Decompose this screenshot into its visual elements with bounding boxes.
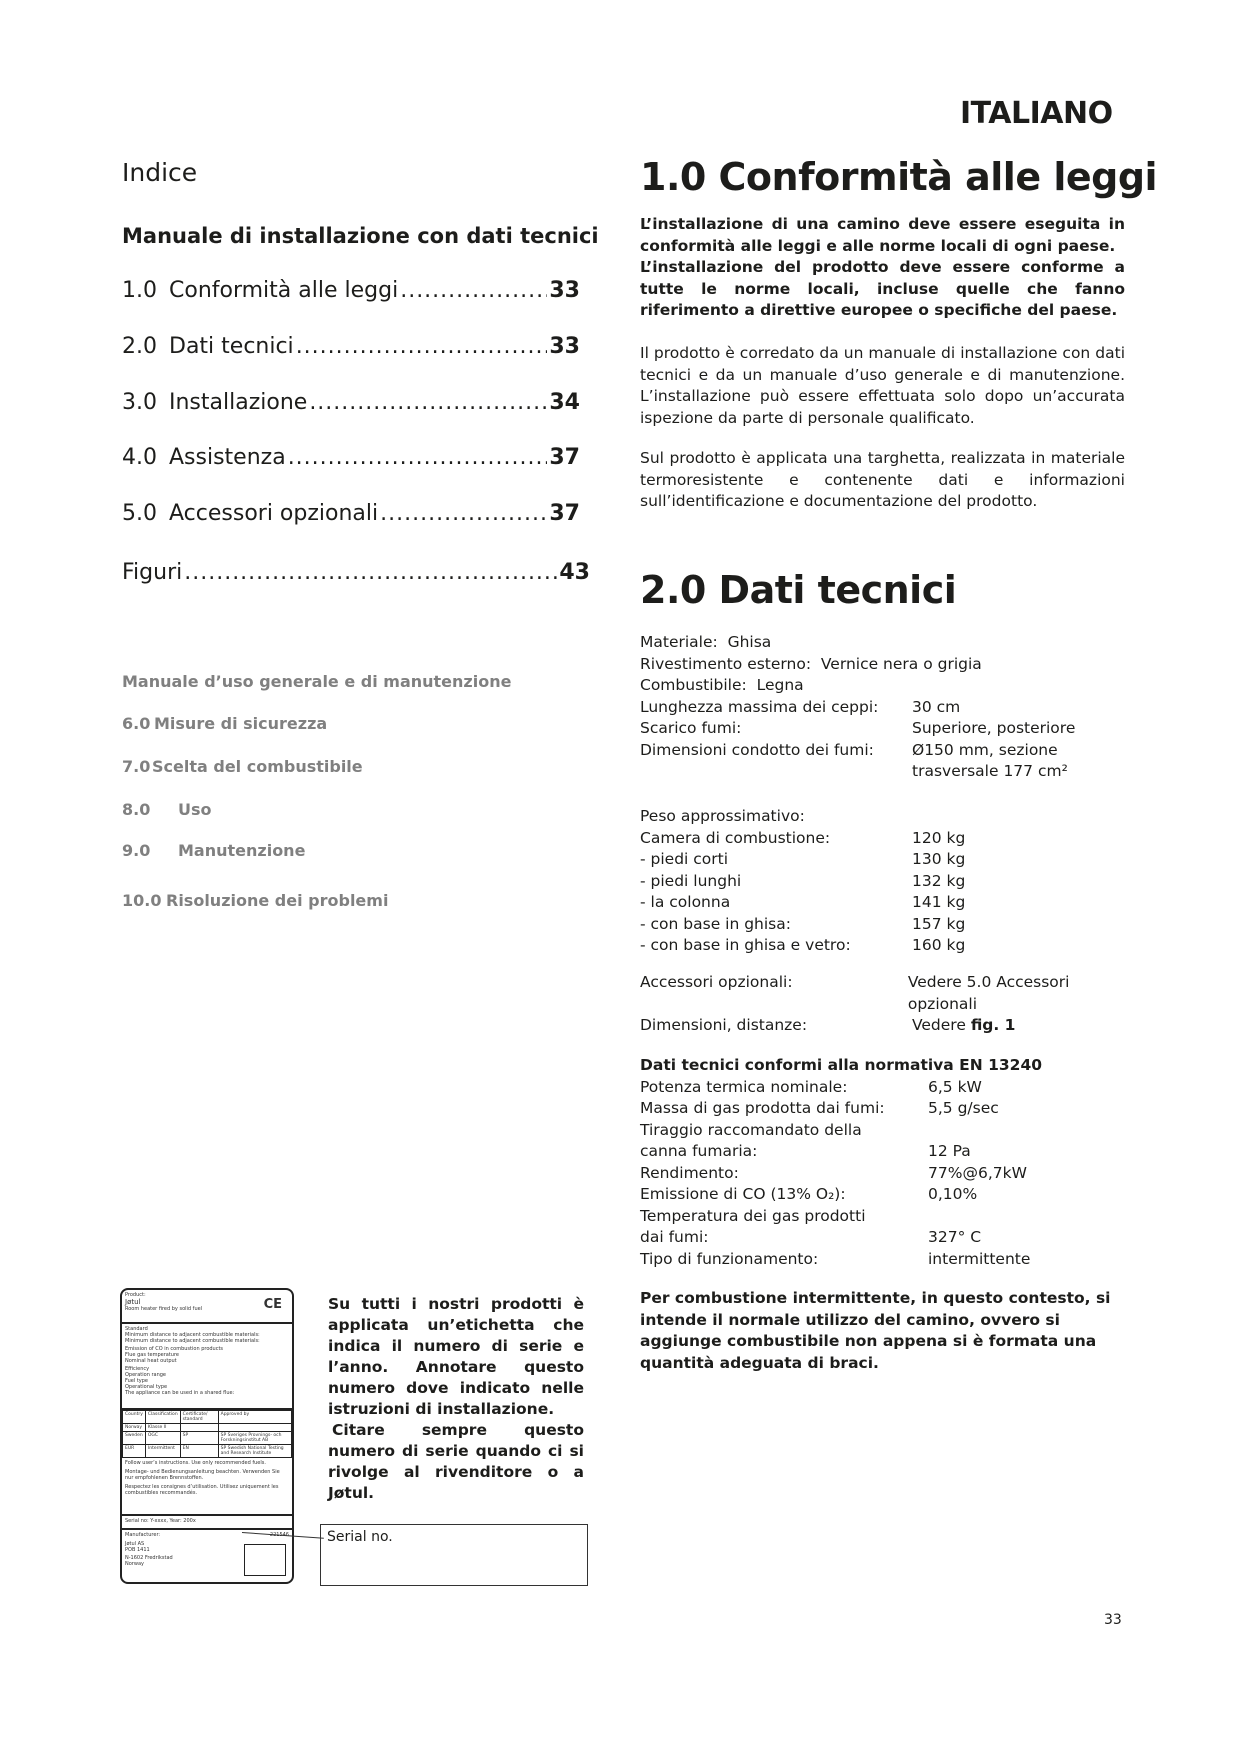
en-spec-row — [640, 1077, 1140, 1099]
label-field: Efficiency — [125, 1366, 150, 1372]
weight-value: 160 kg — [912, 936, 966, 954]
reference-list — [640, 972, 1140, 1037]
toc-item[interactable] — [122, 278, 580, 303]
toc-user-item[interactable] — [122, 841, 305, 860]
label-instruction: Follow user’s instructions. Use only recommended fuels. — [125, 1460, 266, 1466]
toc-item-label: Installazione — [169, 390, 308, 415]
toc-item-label: Scelta del combustibile — [152, 757, 363, 776]
label-description: Room heater fired by solid fuel — [125, 1306, 203, 1312]
spec-row — [640, 675, 1140, 697]
toc-leader-dots — [184, 560, 557, 585]
label-brand: Jøtul — [125, 1298, 141, 1306]
en-spec-key: Massa di gas prodotta dai fumi: — [640, 1099, 885, 1117]
section-1-bold-para-1: L’installazione di una camino deve essere eseguita in conformità alle leggi e alle norme locali di ogni paese. — [640, 215, 1125, 255]
weight-value: 141 kg — [912, 893, 966, 911]
ce-mark-icon: CE — [263, 1297, 282, 1312]
en-spec-value: 0,10% — [928, 1185, 978, 1203]
toc-item[interactable] — [122, 445, 580, 470]
reference-row — [640, 972, 1140, 1015]
toc-user-manual-title: Manuale d’uso generale e di manutenzione — [122, 672, 512, 691]
toc-item-label: Figuri — [122, 560, 183, 585]
spec-value: Vernice nera o grigia — [820, 654, 982, 673]
section-1-title: 1.0 Conformità alle leggi — [640, 155, 1158, 199]
toc-item-label: Risoluzione dei problemi — [166, 891, 389, 910]
label-note — [328, 1294, 584, 1504]
toc-item[interactable] — [122, 501, 580, 526]
weight-key: - piedi corti — [640, 850, 729, 868]
en-spec-value: 5,5 g/sec — [928, 1099, 999, 1117]
spec-value: Ghisa — [727, 633, 772, 651]
figure-reference[interactable]: fig. 1 — [970, 1016, 1016, 1034]
label-field: Standard — [125, 1326, 148, 1332]
intermittent-note: Per combustione intermittente, in questo contesto, si intende il normale utilizzo del camino, ovvero si aggiunge combustibile non appena si è formata una quantità adeguata di braci. — [640, 1289, 1111, 1372]
weight-key: - con base in ghisa: — [640, 914, 791, 933]
label-fields — [122, 1324, 292, 1410]
spec-key: Materiale: — [640, 633, 718, 651]
en-spec-key: dai fumi: — [640, 1228, 709, 1246]
weight-value: 132 kg — [912, 871, 966, 890]
toc-item-number: 6.0 — [122, 714, 151, 733]
label-field: Operation range — [125, 1372, 167, 1378]
toc-item-page: 33 — [549, 278, 580, 303]
label-instructions — [122, 1458, 292, 1516]
weight-row — [640, 828, 1140, 850]
label-field: Minimum distance to adjacent combustible materials: — [125, 1338, 260, 1344]
toc-item-number: 7.0 — [122, 757, 151, 776]
spec-row — [640, 740, 1140, 762]
label-table-cell: Classification — [145, 1411, 180, 1424]
label-manufacturer-caption: Manufacturer: — [125, 1532, 161, 1538]
en-spec-value: 77%@6,7kW — [928, 1163, 1027, 1182]
en-spec-key: Temperatura dei gas prodotti — [640, 1206, 866, 1225]
toc-user-item[interactable] — [122, 757, 363, 776]
reference-key: Dimensioni, distanze: — [640, 1016, 808, 1034]
toc-user-item[interactable] — [122, 800, 212, 819]
label-table-cell: Certificate/ standard — [180, 1411, 218, 1424]
toc-item-label: Uso — [178, 800, 212, 819]
toc-title: Indice — [122, 158, 198, 187]
toc-item-label: Accessori opzionali — [169, 501, 379, 526]
serial-number-label: Serial no. — [327, 1529, 393, 1545]
label-address-line: Norway — [125, 1561, 144, 1567]
spec-key: Lunghezza massima dei ceppi: — [640, 697, 879, 716]
toc-item-label: Assistenza — [169, 445, 286, 470]
toc-item-number: 10.0 — [122, 891, 162, 910]
toc-item-number: 8.0 — [122, 800, 151, 819]
label-field: Fuel type — [125, 1378, 148, 1384]
label-table-cell — [218, 1424, 291, 1432]
en-spec-key: Tiraggio raccomandato della — [640, 1120, 862, 1139]
weight-key: - con base in ghisa e vetro: — [640, 936, 851, 954]
toc-item-page: 37 — [549, 445, 580, 470]
toc-item-page: 33 — [549, 334, 580, 359]
en-spec-row — [640, 1227, 1140, 1249]
spec-inline-list — [640, 632, 1140, 783]
label-table-cell: SP — [180, 1432, 218, 1445]
weight-value: 120 kg — [912, 828, 966, 847]
weight-key: - la colonna — [640, 893, 731, 911]
en-spec-row — [640, 1098, 1140, 1120]
label-table-row — [123, 1445, 292, 1458]
label-header — [122, 1290, 292, 1324]
reference-value-wrap[interactable] — [912, 1015, 1015, 1037]
weight-row — [640, 871, 1140, 893]
label-instruction: Respectez les consignes d’utilisation. Utilisez uniquement les combustibles recommandés. — [125, 1484, 279, 1496]
label-table-cell: Sweden — [123, 1432, 146, 1445]
spec-row — [640, 761, 1140, 783]
label-table-cell: Norway — [123, 1424, 146, 1432]
weight-key: Camera di combustione: — [640, 828, 831, 847]
toc-item-number: 5.0 — [122, 501, 157, 526]
spec-row — [640, 632, 1140, 654]
label-table-cell: SP Swedish National Testing and Research Institute — [218, 1445, 291, 1458]
spec-value: 30 cm — [912, 697, 961, 716]
spec-row — [640, 697, 1140, 719]
label-address-line: Jøtul AS — [125, 1541, 145, 1547]
section-2-title: 2.0 Dati tecnici — [640, 568, 957, 612]
toc-figures[interactable] — [122, 560, 590, 585]
section-1-para-1: Il prodotto è corredato da un manuale di installazione con dati tecnici e da un manuale d’uso generale e di manutenzione. L’installazione può essere effettuata solo dopo un’accurata ispezione da parte di personale qualificato. — [640, 344, 1125, 427]
label-field: Nominal heat output — [125, 1358, 177, 1364]
en-spec-row — [640, 1249, 1140, 1271]
weight-key: - piedi lunghi — [640, 871, 742, 890]
label-manufacturer — [122, 1530, 292, 1578]
spec-key: Scarico fumi: — [640, 719, 742, 737]
label-field: Emission of CO in combustion products — [125, 1346, 224, 1352]
label-note-text-2: Citare sempre questo numero di serie quando ci si rivolge al rivenditore o a Jøtul. — [328, 1421, 584, 1502]
toc-item[interactable] — [122, 390, 580, 415]
label-table-header — [123, 1411, 292, 1424]
label-table-cell: Country — [123, 1411, 146, 1424]
product-label-illustration — [120, 1288, 294, 1584]
weight-value: 157 kg — [912, 914, 966, 933]
en-spec-value: 327° C — [928, 1228, 982, 1246]
reference-value[interactable]: Vedere 5.0 Accessori opzionali — [907, 973, 1070, 1013]
toc-item-page: 43 — [559, 560, 590, 585]
label-table-cell: Klasse II — [145, 1424, 180, 1432]
label-note-text-1: Su tutti i nostri prodotti è applicata un’etichetta che indica il numero di serie e l’anno. Annotare questo numero dove indicato nelle istruzioni di installazione. — [328, 1295, 584, 1418]
spec-row — [640, 718, 1140, 740]
toc-item-number: 1.0 — [122, 278, 157, 303]
toc-leader-dots — [380, 501, 547, 526]
weight-list — [640, 806, 1140, 957]
label-table-cell: EN — [180, 1445, 218, 1458]
toc-item-number: 9.0 — [122, 841, 151, 860]
toc-leader-dots — [296, 334, 548, 359]
spec-key: Rivestimento esterno: — [640, 654, 812, 673]
language-heading: ITALIANO — [960, 96, 1113, 131]
section-1-bold-para-2: L’installazione del prodotto deve essere conforme a tutte le norme locali, incluse quelle che fanno riferimento a direttive europee o specifiche del paese. — [640, 258, 1125, 319]
spec-value: Ø150 mm, sezione — [912, 740, 1058, 759]
en-spec-row — [640, 1184, 1140, 1206]
en-spec-title: Dati tecnici conformi alla normativa EN 13240 — [640, 1056, 1043, 1074]
toc-item-label: Dati tecnici — [169, 334, 294, 359]
toc-leader-dots — [400, 278, 547, 303]
label-table-cell: SP Sveriges Provnings- och Forskningsinstitut AB — [218, 1432, 291, 1445]
en-spec-key: Emissione di CO (13% O₂): — [640, 1185, 846, 1203]
label-approval-table — [122, 1410, 292, 1458]
en-spec-row — [640, 1206, 1140, 1228]
en-spec-value: 12 Pa — [928, 1142, 971, 1160]
toc-item-label: Manutenzione — [178, 841, 306, 860]
label-field: The appliance can be used in a shared flue: — [125, 1390, 235, 1396]
label-table-row — [123, 1432, 292, 1445]
toc-item-number: 3.0 — [122, 390, 157, 415]
label-address-line: POB 1411 — [125, 1547, 150, 1553]
spec-key — [640, 761, 912, 783]
label-table-row — [123, 1424, 292, 1432]
en-spec-value: intermittente — [928, 1249, 1031, 1268]
spec-value: Legna — [756, 676, 804, 694]
toc-item[interactable] — [122, 334, 580, 359]
reference-row — [640, 1015, 1140, 1037]
spec-value: Superiore, posteriore — [912, 719, 1076, 737]
toc-user-item[interactable] — [122, 891, 388, 910]
label-table-cell — [180, 1424, 218, 1432]
en-spec-key: Rendimento: — [640, 1163, 739, 1182]
weight-row — [640, 849, 1140, 871]
en-spec-key: canna fumaria: — [640, 1142, 758, 1160]
toc-item-number: 2.0 — [122, 334, 157, 359]
label-table-cell: OGC — [145, 1432, 180, 1445]
weight-row — [640, 914, 1140, 936]
en-spec-key: Tipo di funzionamento: — [640, 1249, 819, 1268]
spec-key: Combustibile: — [640, 676, 747, 694]
spec-row — [640, 654, 1140, 676]
label-product-caption: Product: — [125, 1292, 146, 1298]
toc-item-page: 37 — [549, 501, 580, 526]
toc-leader-dots — [309, 390, 547, 415]
en-spec-key: Potenza termica nominale: — [640, 1077, 848, 1096]
weight-row — [640, 892, 1140, 914]
weight-value: 130 kg — [912, 850, 966, 868]
serial-number-box[interactable] — [320, 1524, 588, 1586]
label-table-cell: Intermittent — [145, 1445, 180, 1458]
toc-item-label: Conformità alle leggi — [169, 278, 399, 303]
label-table-cell: Approved by — [218, 1411, 291, 1424]
en-spec-row — [640, 1120, 1140, 1142]
page-number: 33 — [1104, 1612, 1122, 1628]
toc-item-label: Misure di sicurezza — [154, 714, 328, 733]
spec-value: trasversale 177 cm² — [912, 762, 1068, 780]
label-table-cell: EUR — [123, 1445, 146, 1458]
label-serial-line: Serial no: Y-xxxx, Year: 200x — [122, 1516, 292, 1530]
toc-user-item[interactable] — [122, 714, 327, 733]
en-spec-row — [640, 1141, 1140, 1163]
reference-value: Vedere — [912, 1016, 971, 1034]
label-address-line: N-1602 Fredrikstad — [125, 1555, 173, 1561]
reference-key: Accessori opzionali: — [640, 973, 793, 991]
toc-install-manual-title: Manuale di installazione con dati tecnici — [122, 224, 599, 248]
section-1-para-2: Sul prodotto è applicata una targhetta, realizzata in materiale termoresistente e contenente dati e informazioni sull’identificazione e documentazione del prodotto. — [640, 449, 1125, 510]
en-spec-value: 6,5 kW — [928, 1077, 982, 1096]
spec-key: Dimensioni condotto dei fumi: — [640, 740, 874, 759]
label-instruction: Montage- und Bedienungsanleitung beachten. Verwenden Sie nur empfohlenen Brennstoffen. — [125, 1469, 280, 1481]
label-field: Operational type — [125, 1384, 168, 1390]
toc-leader-dots — [288, 445, 548, 470]
en-spec-list — [640, 1055, 1140, 1270]
label-field: Minimum distance to adjacent combustible materials: — [125, 1332, 260, 1338]
toc-item-page: 34 — [549, 390, 580, 415]
weight-title: Peso approssimativo: — [640, 807, 805, 825]
weight-row — [640, 935, 1140, 957]
toc-item-number: 4.0 — [122, 445, 157, 470]
label-stamp-box — [244, 1544, 286, 1576]
label-field: Flue gas temperature — [125, 1352, 179, 1358]
en-spec-row — [640, 1163, 1140, 1185]
